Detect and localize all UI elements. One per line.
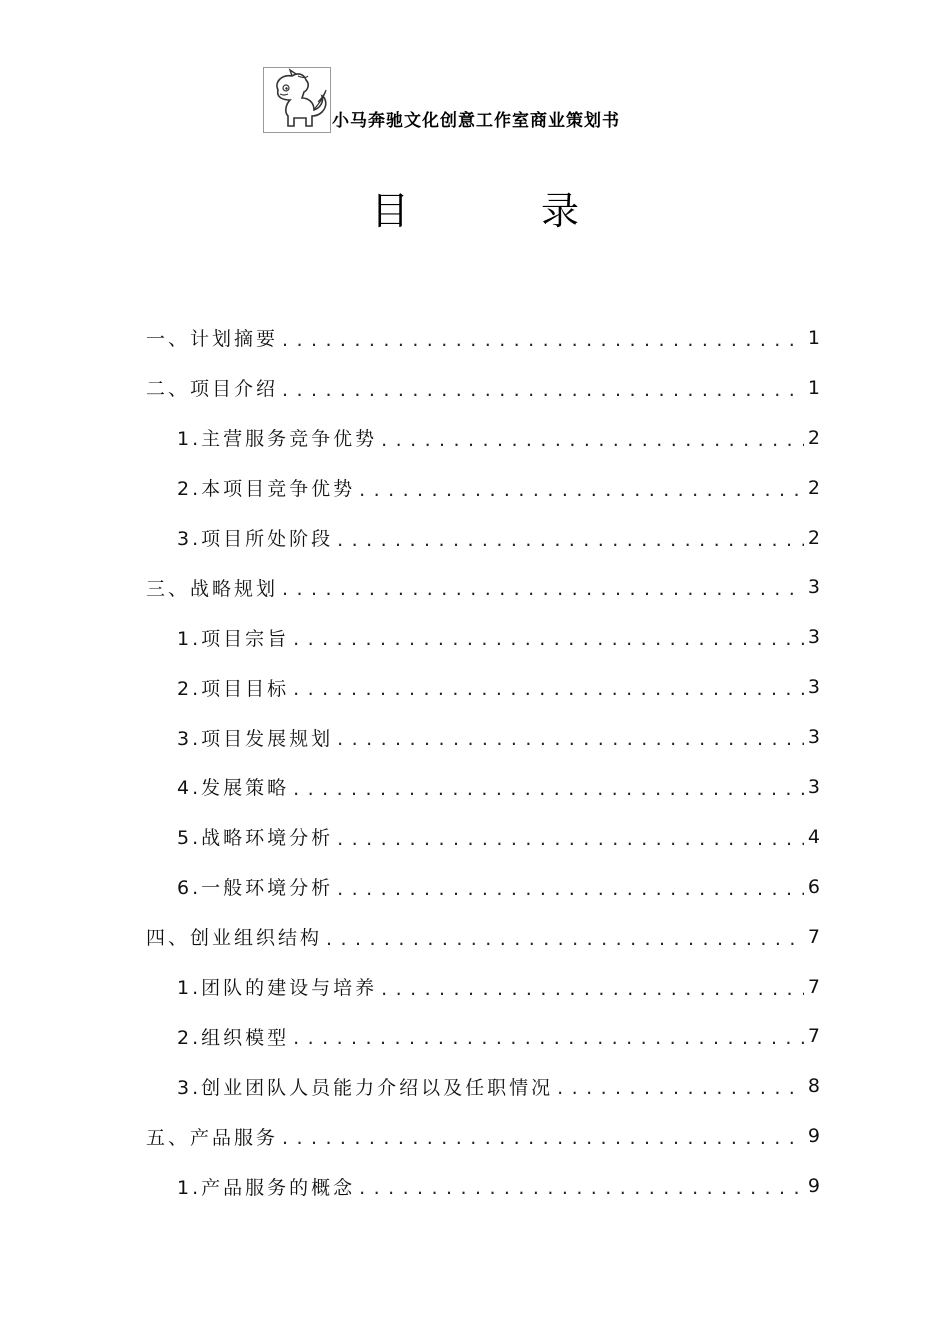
- toc-entry[interactable]: [146, 812, 820, 862]
- toc-page-number: 3: [807, 576, 820, 599]
- toc-dot-leader: [359, 479, 804, 501]
- toc-entry[interactable]: [146, 712, 820, 762]
- toc-entry-label: 1.团队的建设与培养: [177, 977, 378, 1000]
- toc-entry-label: 1.项目宗旨: [177, 627, 290, 650]
- toc-dot-leader: [337, 828, 804, 850]
- toc-entry[interactable]: [146, 962, 820, 1012]
- toc-page-number: 3: [807, 626, 820, 649]
- toc-entry[interactable]: [146, 413, 820, 463]
- toc-entry-label: 3.项目所处阶段: [177, 528, 334, 550]
- toc-heading: 目 录: [370, 189, 640, 233]
- toc-entry[interactable]: [146, 363, 820, 413]
- toc-entry-label: 2.组织模型: [177, 1026, 290, 1049]
- toc-page-number: 7: [807, 975, 820, 998]
- toc-dot-leader: [293, 628, 804, 650]
- horse-logo-icon: [263, 67, 331, 133]
- toc-entry-label: 五、产品服务: [146, 1126, 279, 1149]
- toc-dot-leader: [337, 728, 804, 750]
- toc-entry-label: 二、项目介绍: [146, 378, 279, 401]
- toc-page-number: 7: [807, 1025, 820, 1048]
- toc-page-number: 9: [807, 1125, 820, 1148]
- toc-entry-label: 1.主营服务竞争优势: [177, 428, 378, 451]
- toc-dot-leader: [293, 678, 804, 700]
- toc-dot-leader: [381, 978, 804, 1000]
- toc-dot-leader: [293, 1027, 804, 1049]
- toc-entry[interactable]: [146, 463, 820, 513]
- toc-dot-leader: [326, 928, 804, 950]
- toc-page-number: 1: [807, 376, 820, 399]
- toc-page-number: 2: [807, 426, 820, 449]
- toc-page-number: 6: [807, 875, 820, 898]
- toc-page-number: 3: [807, 775, 820, 798]
- toc-entry-label: 4.发展策略: [177, 777, 290, 800]
- toc-entry-label: 3.创业团队人员能力介绍以及任职情况: [177, 1076, 554, 1099]
- toc-dot-leader: [282, 1127, 804, 1149]
- toc-page-number: 3: [807, 676, 820, 699]
- toc-dot-leader: [282, 379, 804, 401]
- toc-page-number: 3: [807, 726, 820, 749]
- toc-entry[interactable]: [146, 313, 820, 363]
- toc-entry[interactable]: [146, 762, 820, 812]
- toc-entry-label: 6.一般环境分析: [177, 877, 334, 900]
- toc-entry[interactable]: [146, 1161, 820, 1211]
- toc-dot-leader: [293, 778, 804, 800]
- toc-entry[interactable]: [146, 1011, 820, 1061]
- toc-page-number: 2: [807, 526, 820, 549]
- toc-entry-label: 3.项目发展规划: [177, 727, 334, 750]
- toc-page-number: 8: [807, 1075, 820, 1098]
- toc-entry-label: 5.战略环境分析: [177, 827, 334, 850]
- toc-entry-label: 三、战略规划: [146, 577, 279, 600]
- toc-dot-leader: [381, 429, 804, 451]
- toc-dot-leader: [557, 1077, 804, 1099]
- toc-dot-leader: [282, 329, 804, 351]
- toc-entry[interactable]: [146, 1061, 820, 1111]
- toc-dot-leader: [359, 1177, 804, 1199]
- toc-page-number: 7: [807, 925, 820, 948]
- toc-page-number: 2: [807, 476, 820, 499]
- toc-dot-leader: [282, 578, 804, 600]
- toc-entry[interactable]: [146, 662, 820, 712]
- toc-entry-label: 四、创业组织结构: [146, 927, 323, 950]
- toc-entry[interactable]: [146, 862, 820, 912]
- toc-entry-label: 1.产品服务的概念: [177, 1176, 356, 1199]
- toc-dot-leader: [337, 529, 804, 551]
- toc-page-number: 1: [807, 326, 820, 349]
- toc-entry[interactable]: [146, 513, 820, 563]
- toc-page-number: 9: [807, 1175, 820, 1198]
- toc-page-number: 4: [807, 825, 820, 848]
- toc-entry[interactable]: [146, 562, 820, 612]
- toc-entry[interactable]: [146, 1111, 820, 1161]
- toc-entry-label: 2.本项目竞争优势: [177, 478, 356, 501]
- toc-entry-label: 一、计划摘要: [146, 328, 279, 351]
- document-header-title: 小马奔驰文化创意工作室商业策划书: [332, 111, 620, 131]
- toc-entry-label: 2.项目目标: [177, 677, 290, 700]
- toc-entry[interactable]: [146, 612, 820, 662]
- table-of-contents: [146, 313, 820, 1211]
- page-header: [263, 67, 620, 133]
- toc-dot-leader: [337, 878, 804, 900]
- toc-entry[interactable]: [146, 912, 820, 962]
